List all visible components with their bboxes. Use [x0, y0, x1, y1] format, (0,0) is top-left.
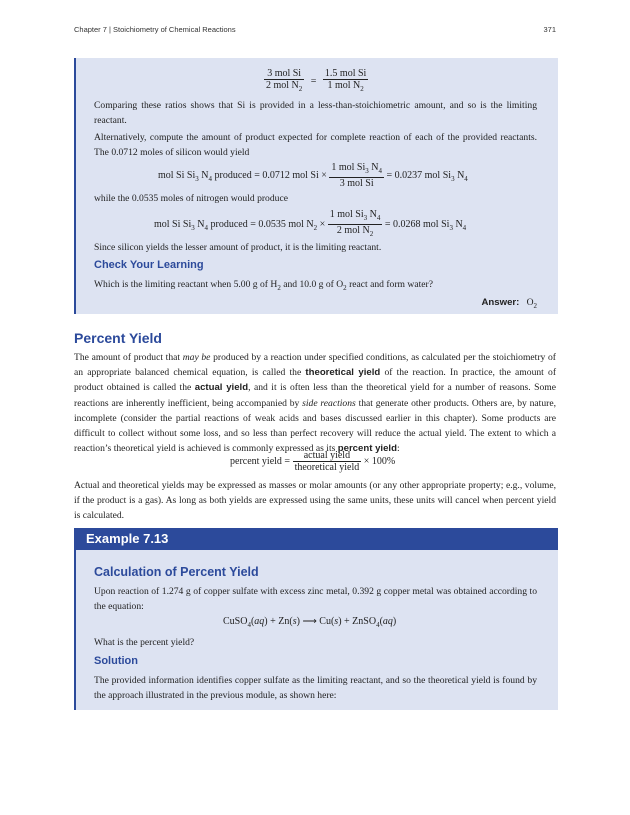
page-number: 371	[543, 25, 556, 34]
solution-heading: Solution	[94, 655, 138, 667]
paragraph-percent-yield: The amount of product that may be produced by a reaction under specified conditions, as calculated per the stoichiometry of an appropriate balanced chemical equation, is called the theoretical yield of the reaction. In practice, the amount of product obtained is called the actual yield, and it is often less than the theoretical yield for a number of reasons. Some reactions are inherently inefficient, being accompanied by side reactions that generate other products. Others are, by nature, incomplete (consider the partial reactions of weak acids and bases discussed earlier in this chapter). Some products are difficult to collect without some loss, and so less than perfect recovery will reduce the actual yield. The extent to which a reaction’s theoretical yield is achieved is commonly expressed as its percent yield:	[74, 352, 557, 455]
paragraph-alternative: Alternatively, compute the amount of product expected for complete reaction of each of the provided reactants. The 0.0712 moles of silicon would yield	[94, 132, 537, 159]
ratio-left-num: 3 mol Si	[264, 68, 304, 80]
ratio-left-den: 2 mol $N_2$	[266, 80, 303, 93]
si-fraction: $\frac{1 mol Si_3 N_4}{\text{3 mol Si}}$	[331, 162, 383, 189]
silicon-yield-equation: mol Si $Si_3$ $N_4$ produced = 0.0712 mol Si × $\frac{1 mol Si_3 N_4}{\text{3 mol Si}}$ = 0.0237 mol $Si_3$ $N_4$	[158, 162, 468, 189]
percent-yield-fraction: $\frac{\text{actual yield}}{\text{theoretical yield}}$	[294, 450, 360, 473]
ratio-right	[323, 68, 368, 95]
nitrogen-yield-equation: mol Si $Si_3$ $N_4$ produced = 0.0535 mol $N_2$ × $\frac{1 mol Si_3 N_4}{2 mol N_2}$ = 0.0268 mol $Si_3$ $N_4$	[154, 209, 467, 238]
ratio-equals: =	[310, 75, 317, 87]
page-header	[74, 25, 556, 37]
paragraph-units: Actual and theoretical yields may be expressed as masses or molar amounts (or any other appropriate property; e.g., volume, if the product is a gas). As long as both yields are expressed using the same units, these units will cancel when percent yield is calculated.	[74, 480, 556, 522]
answer-value: O	[526, 297, 534, 308]
ratio-equation	[264, 68, 368, 95]
section-title-percent-yield: Percent Yield	[74, 330, 162, 346]
paragraph-conclusion: Since silicon yields the lesser amount of product, it is the limiting reactant.	[94, 242, 382, 253]
chapter-title: Chapter 7 | Stoichiometry of Chemical Reactions	[74, 25, 236, 34]
check-question: Which is the limiting reactant when 5.00 g of $H_2$ and 10.0 g of $O_2$ react and form water?	[94, 279, 433, 292]
solution-paragraph: The provided information identifies copper sulfate as the limiting reactant, and so the theoretical yield is found by the approach illustrated in the previous module, as shown here:	[94, 675, 537, 702]
ratio-right-den: 1 mol $N_2$	[327, 80, 364, 93]
ratio-left	[264, 68, 304, 95]
check-answer: Answer: $O_2$	[481, 297, 537, 310]
n-fraction: $\frac{1 mol Si_3 N_4}{2 mol N_2}$	[329, 209, 381, 238]
answer-label: Answer:	[481, 297, 520, 308]
example-title-bar: Example 7.13	[74, 528, 558, 550]
ratio-right-num: 1.5 mol Si	[324, 68, 367, 79]
example-question: What is the percent yield?	[94, 637, 195, 648]
example-heading: Calculation of Percent Yield	[94, 565, 259, 579]
example-problem: Upon reaction of 1.274 g of copper sulfate with excess zinc metal, 0.392 g copper metal was obtained according to the equation:	[94, 586, 537, 613]
check-your-learning-heading: Check Your Learning	[94, 259, 204, 271]
paragraph-nitrogen: while the 0.0535 moles of nitrogen would produce	[94, 193, 288, 204]
copper-equation: CuSO$_4$(aq) + Zn(s) ⟶ Cu(s) + ZnSO$_4$(aq)	[223, 616, 397, 629]
paragraph-limiting: Comparing these ratios shows that Si is provided in a less-than-stoichiometric amount, and so is the limiting reactant.	[94, 100, 537, 127]
percent-yield-formula: percent yield = $\frac{\text{actual yield}}{\text{theoretical yield}}$ × 100%	[230, 450, 396, 473]
